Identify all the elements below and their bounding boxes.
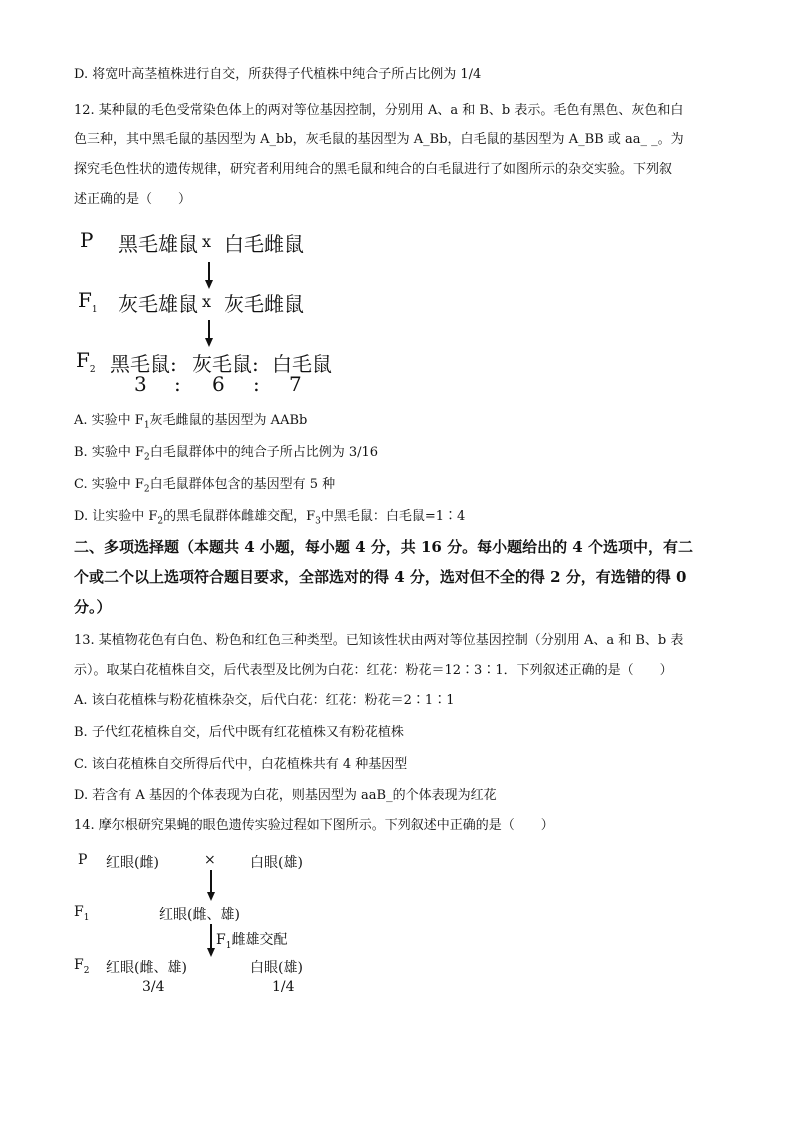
f1-generation-label: $F_1$ (74, 904, 90, 923)
cross-symbol: x (202, 232, 212, 251)
section-heading-line-1: 二、多项选择题（本题共 4 小题，每小题 4 分，共 16 分。每小题给出的 4 个选项中，有二 (74, 538, 693, 556)
q13-stem-line-1: 13. 某植物花色有白色、粉色和红色三种类型。已知该性状由两对等位基因控制（分别用 A、a 和 B、b 表 (74, 633, 684, 648)
arrow-p-to-f1 (210, 870, 212, 894)
q13-option-c: C. 该白花植株自交所得后代中，白花植株共有 4 种基因型 (74, 757, 408, 772)
f1-mating-label: $F_1$雌雄交配 (216, 932, 288, 951)
q13-option-b: B. 子代红花植株自交，后代中既有红花植株又有粉花植株 (74, 725, 404, 740)
ratio-white: 7 (289, 372, 302, 396)
ratio-black: 3 (134, 372, 147, 396)
f1-gray-female: 灰毛雌鼠 (224, 292, 304, 316)
f2-generation-label: $F_2$ (76, 348, 96, 375)
f2-red-eye: 红眼(雌、雄) (106, 960, 187, 976)
q12-option-a: A. 实验中 $F_1$灰毛雌鼠的基因型为 AABb (74, 413, 308, 431)
arrow-head-icon (207, 948, 215, 957)
f2-white-eye: 白眼(雄) (250, 960, 303, 976)
arrow-head-icon (205, 338, 213, 347)
p-white-eye-male: 白眼(雄) (250, 855, 303, 871)
q13-option-a: A. 该白花植株与粉花植株杂交，后代白花：红花：粉花＝2∶1∶1 (74, 693, 455, 708)
f2-white-ratio: 1/4 (272, 979, 295, 995)
q12-stem-line-4: 述正确的是（ ） (74, 192, 192, 207)
f2-black-mice: 黑毛鼠: (110, 352, 177, 376)
q12-stem-line-1: 12. 某种鼠的毛色受常染色体上的两对等位基因控制，分别用 A、a 和 B、b 表示。毛色有黑色、灰色和白 (74, 103, 684, 118)
arrow-p-to-f1 (208, 262, 210, 282)
q12-option-d: D. 让实验中 $F_2$的黑毛鼠群体雌雄交配，$F_3$中黑毛鼠：白毛鼠=1∶4 (74, 509, 466, 527)
q13-option-d: D. 若含有 A 基因的个体表现为白花，则基因型为 aaB_的个体表现为红花 (74, 788, 497, 803)
cross-symbol: × (204, 852, 216, 868)
q14-stem: 14. 摩尔根研究果蝇的眼色遗传实验过程如下图所示。下列叙述中正确的是（ ） (74, 818, 554, 833)
p-white-female: 白毛雌鼠 (224, 232, 304, 256)
p-generation-label: P (78, 852, 88, 868)
arrow-head-icon (205, 280, 213, 289)
arrow-head-icon (207, 892, 215, 901)
arrow-f1-to-f2 (210, 924, 212, 950)
p-generation-label: P (80, 228, 94, 252)
q12-option-c: C. 实验中 $F_2$白毛鼠群体包含的基因型有 5 种 (74, 477, 336, 495)
p-black-male: 黑毛雄鼠 (118, 232, 198, 256)
f2-white-mice: 白毛鼠 (272, 352, 332, 376)
q13-stem-line-2: 示）。取某白花植株自交，后代表型及比例为白花：红花：粉花＝12∶3∶1．下列叙述正确的是（ ） (74, 663, 673, 678)
section-heading-line-3: 分。） (74, 598, 112, 616)
f2-red-ratio: 3/4 (142, 979, 165, 995)
arrow-f1-to-f2 (208, 320, 210, 340)
ratio-colon: : (174, 372, 181, 396)
ratio-gray: 6 (212, 372, 225, 396)
f1-red-eye: 红眼(雌、雄) (159, 907, 240, 923)
ratio-colon: : (253, 372, 260, 396)
f2-generation-label: $F_2$ (74, 957, 90, 976)
q12-stem-line-3: 探究毛色性状的遗传规律，研究者利用纯合的黑毛鼠和纯合的白毛鼠进行了如图所示的杂交实验。下列叙 (74, 162, 673, 177)
q12-option-b: B. 实验中 $F_2$白毛鼠群体中的纯合子所占比例为 3/16 (74, 445, 379, 463)
section-heading-line-2: 个或二个以上选项符合题目要求，全部选对的得 4 分，选对但不全的得 2 分，有选错的得 0 (74, 568, 687, 586)
f2-gray-mice: 灰毛鼠: (192, 352, 259, 376)
q11-option-d: D. 将宽叶高茎植株进行自交，所获得子代植株中纯合子所占比例为 1/4 (74, 67, 482, 82)
f1-generation-label: $F_1$ (78, 288, 98, 315)
cross-symbol: x (202, 292, 212, 311)
p-red-eye-female: 红眼(雌) (106, 855, 159, 871)
f1-gray-male: 灰毛雄鼠 (118, 292, 198, 316)
q12-stem-line-2: 色三种，其中黑毛鼠的基因型为 A_bb，灰毛鼠的基因型为 A_Bb，白毛鼠的基因型为 A_BB 或 aa_ _。为 (74, 132, 684, 147)
